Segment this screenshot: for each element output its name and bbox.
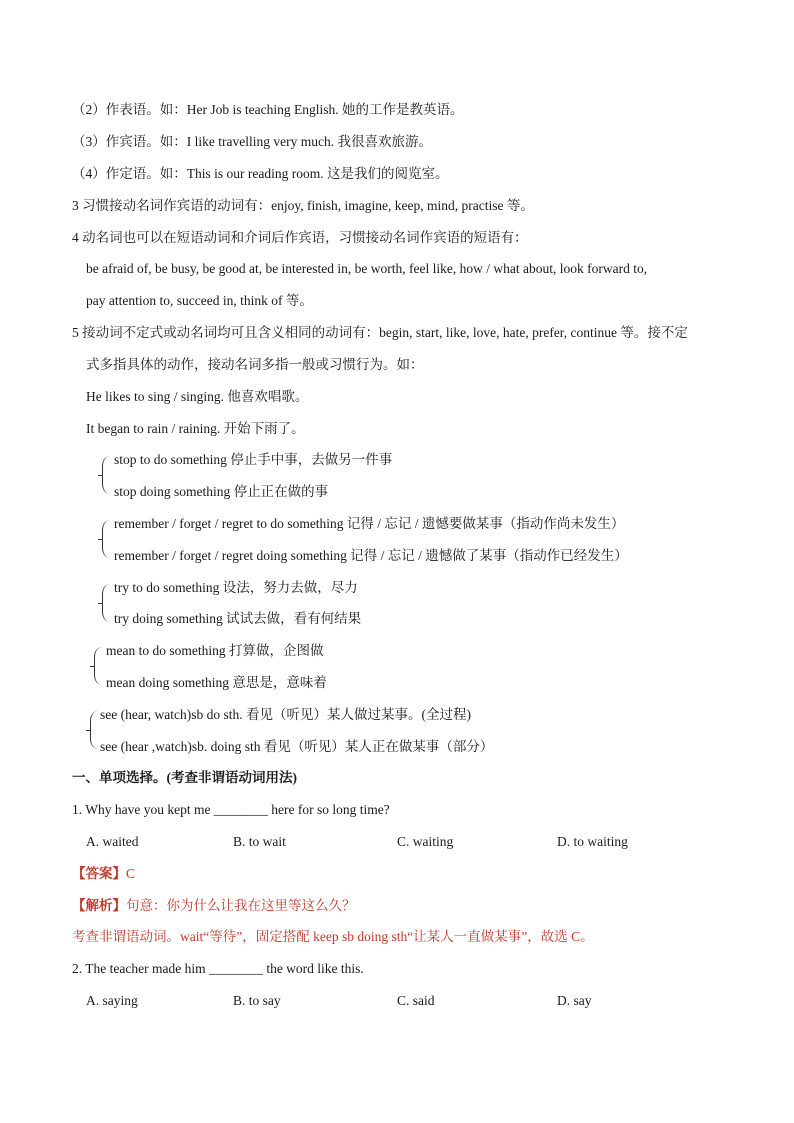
q2-option-a: A. saying bbox=[86, 993, 138, 1008]
q1-stem: 1. Why have you kept me ________ here for so long time? bbox=[72, 802, 390, 817]
q2-option-b: B. to say bbox=[233, 993, 281, 1008]
brace-mean bbox=[94, 647, 103, 685]
rule-4-phrases-line2: pay attention to, succeed in, think of 等。 bbox=[86, 293, 313, 308]
rule-5: 5 接动词不定式或动名词均可且含义相同的动词有：begin, start, like, love, hate, prefer, continue 等。接不定 bbox=[72, 325, 688, 340]
brace-try bbox=[102, 584, 111, 622]
pair-see-do: see (hear, watch)sb do sth. 看见（听见）某人做过某事。(全过程) bbox=[100, 707, 472, 722]
pair-try-to: try to do something 设法，努力去做，尽力 bbox=[114, 580, 358, 595]
pair-remember-to: remember / forget / regret to do something 记得 / 忘记 / 遗憾要做某事（指动作尚未发生） bbox=[114, 516, 625, 531]
analysis-label: 【解析】 bbox=[72, 898, 126, 913]
q1-option-c: C. waiting bbox=[397, 834, 454, 849]
q2-stem: 2. The teacher made him ________ the word like this. bbox=[72, 961, 364, 976]
brace-stop bbox=[102, 456, 111, 494]
example-rain: It began to rain / raining. 开始下雨了。 bbox=[86, 421, 305, 436]
brace-see bbox=[90, 711, 99, 749]
section-title: 一、单项选择。(考查非谓语动词用法) bbox=[72, 770, 297, 785]
pair-mean-to: mean to do something 打算做，企图做 bbox=[106, 643, 324, 658]
pair-mean-doing: mean doing something 意思是，意味着 bbox=[106, 675, 327, 690]
pair-try-doing: try doing something 试试去做，看有何结果 bbox=[114, 611, 362, 626]
usage-predicative: （2）作表语。如：Her Job is teaching English. 她的工作是教英语。 bbox=[72, 102, 464, 117]
example-sing: He likes to sing / singing. 他喜欢唱歌。 bbox=[86, 389, 309, 404]
pair-stop-to: stop to do something 停止手中事，去做另一件事 bbox=[114, 452, 393, 467]
rule-3: 3 习惯接动名词作宾语的动词有：enjoy, finish, imagine, keep, mind, practise 等。 bbox=[72, 198, 534, 213]
analysis-text: 句意：你为什么让我在这里等这么久？ bbox=[126, 898, 356, 913]
usage-object: （3）作宾语。如：I like travelling very much. 我很喜欢旅游。 bbox=[72, 134, 432, 149]
usage-attributive: （4）作定语。如：This is our reading room. 这是我们的阅览室。 bbox=[72, 166, 449, 181]
answer-value: C bbox=[126, 866, 136, 881]
rule-5-cont: 式多指具体的动作，接动名词多指一般或习惯行为。如： bbox=[86, 357, 424, 372]
pair-stop-doing: stop doing something 停止正在做的事 bbox=[114, 484, 329, 499]
q1-analysis-detail: 考查非谓语动词。wait“等待”，固定搭配 keep sb doing sth“让某人一直做某事”，故选 C。 bbox=[72, 929, 594, 944]
answer-label: 【答案】 bbox=[72, 866, 126, 881]
q1-analysis bbox=[72, 897, 356, 915]
q1-answer bbox=[72, 865, 135, 883]
q2-option-c: C. said bbox=[397, 993, 435, 1008]
q1-option-d: D. to waiting bbox=[557, 834, 628, 849]
q1-option-b: B. to wait bbox=[233, 834, 286, 849]
pair-see-doing: see (hear ,watch)sb. doing sth 看见（听见）某人正在做某事（部分） bbox=[100, 739, 494, 754]
q1-option-a: A. waited bbox=[86, 834, 139, 849]
q2-option-d: D. say bbox=[557, 993, 592, 1008]
rule-4-phrases-line1: be afraid of, be busy, be good at, be interested in, be worth, feel like, how / what about, look forward to, bbox=[86, 261, 648, 276]
rule-4: 4 动名词也可以在短语动词和介词后作宾语，习惯接动名词作宾语的短语有： bbox=[72, 230, 528, 245]
brace-remember bbox=[102, 520, 111, 558]
pair-remember-doing: remember / forget / regret doing something 记得 / 忘记 / 遗憾做了某事（指动作已经发生） bbox=[114, 548, 628, 563]
